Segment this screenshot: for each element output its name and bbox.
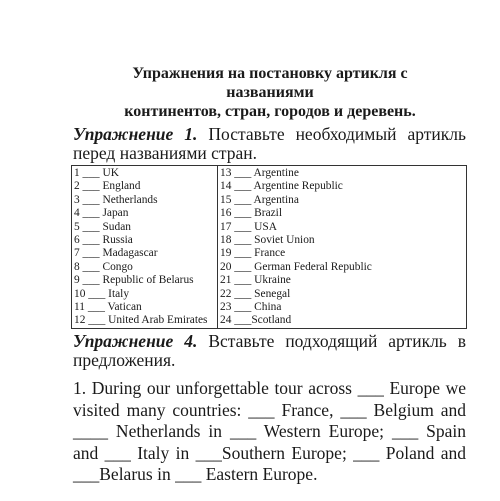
country-item: 4 ___ Japan [74, 207, 129, 220]
country-item: 11 ___ Vatican [74, 300, 142, 313]
heading-line-1: Упражнения на постановку артикля с [132, 65, 408, 82]
countries-table [71, 165, 467, 329]
country-item: 1 ___ UK [74, 167, 119, 179]
exercise-4-instruction [73, 332, 466, 370]
exercise-1-instruction [73, 125, 466, 163]
country-item: 17 ___ USA [220, 220, 277, 233]
country-item: 22 ___ Senegal [220, 287, 291, 300]
heading-line-3: континентов, стран, городов и деревень. [124, 103, 416, 120]
country-item: 3 ___ Netherlands [74, 193, 158, 206]
sentence-text: During our unforgettable tour across ___ Europe we visited many countries: ___ France, ___ Belgium and ____ Netherlands in ___ Western Europe; ___ Spain and ___ Italy in ___Southern Europe; ___ Poland and ___Belarus in ___ Eastern Europe. [73, 378, 466, 485]
country-item: 19 ___ France [220, 247, 286, 260]
country-item: 16 ___ Brazil [220, 207, 283, 220]
country-item: 6 ___ Russia [74, 233, 133, 246]
country-item: 20 ___ German Federal Republic [220, 260, 372, 273]
country-item: 18 ___ Soviet Union [220, 233, 315, 246]
country-item: 7 ___ Madagascar [74, 247, 158, 260]
country-item: 15 ___ Argentina [220, 193, 299, 206]
sentence-1 [73, 378, 466, 486]
page-heading [95, 64, 445, 121]
country-item: 12 ___ United Arab Emirates [74, 314, 208, 327]
countries-right-column [218, 166, 467, 329]
country-item: 9 ___ Republic of Belarus [74, 274, 194, 287]
country-item: 5 ___ Sudan [74, 220, 131, 233]
exercise-4-label: Упражнение 4. [73, 331, 198, 351]
countries-left-column [72, 166, 218, 329]
exercise-1-label: Упражнение 1. [73, 124, 198, 144]
country-item: 24 ___Scotland [220, 314, 292, 327]
heading-line-2: названиями [226, 84, 314, 101]
country-item: 13 ___ Argentine [220, 167, 299, 179]
country-item: 8 ___ Congo [74, 260, 133, 273]
country-item: 21 ___ Ukraine [220, 274, 291, 287]
country-item: 10 ___ Italy [74, 287, 130, 300]
sentence-number: 1. [73, 378, 87, 398]
exercise-1-text: Поставьте необходимый артикль перед названиями стран. [73, 124, 466, 163]
exercise-4-text: Вставьте подходящий артикль в предложения. [73, 331, 466, 370]
country-item: 2 ___ England [74, 180, 141, 193]
country-item: 14 ___ Argentine Republic [220, 180, 343, 193]
country-item: 23 ___ China [220, 300, 282, 313]
